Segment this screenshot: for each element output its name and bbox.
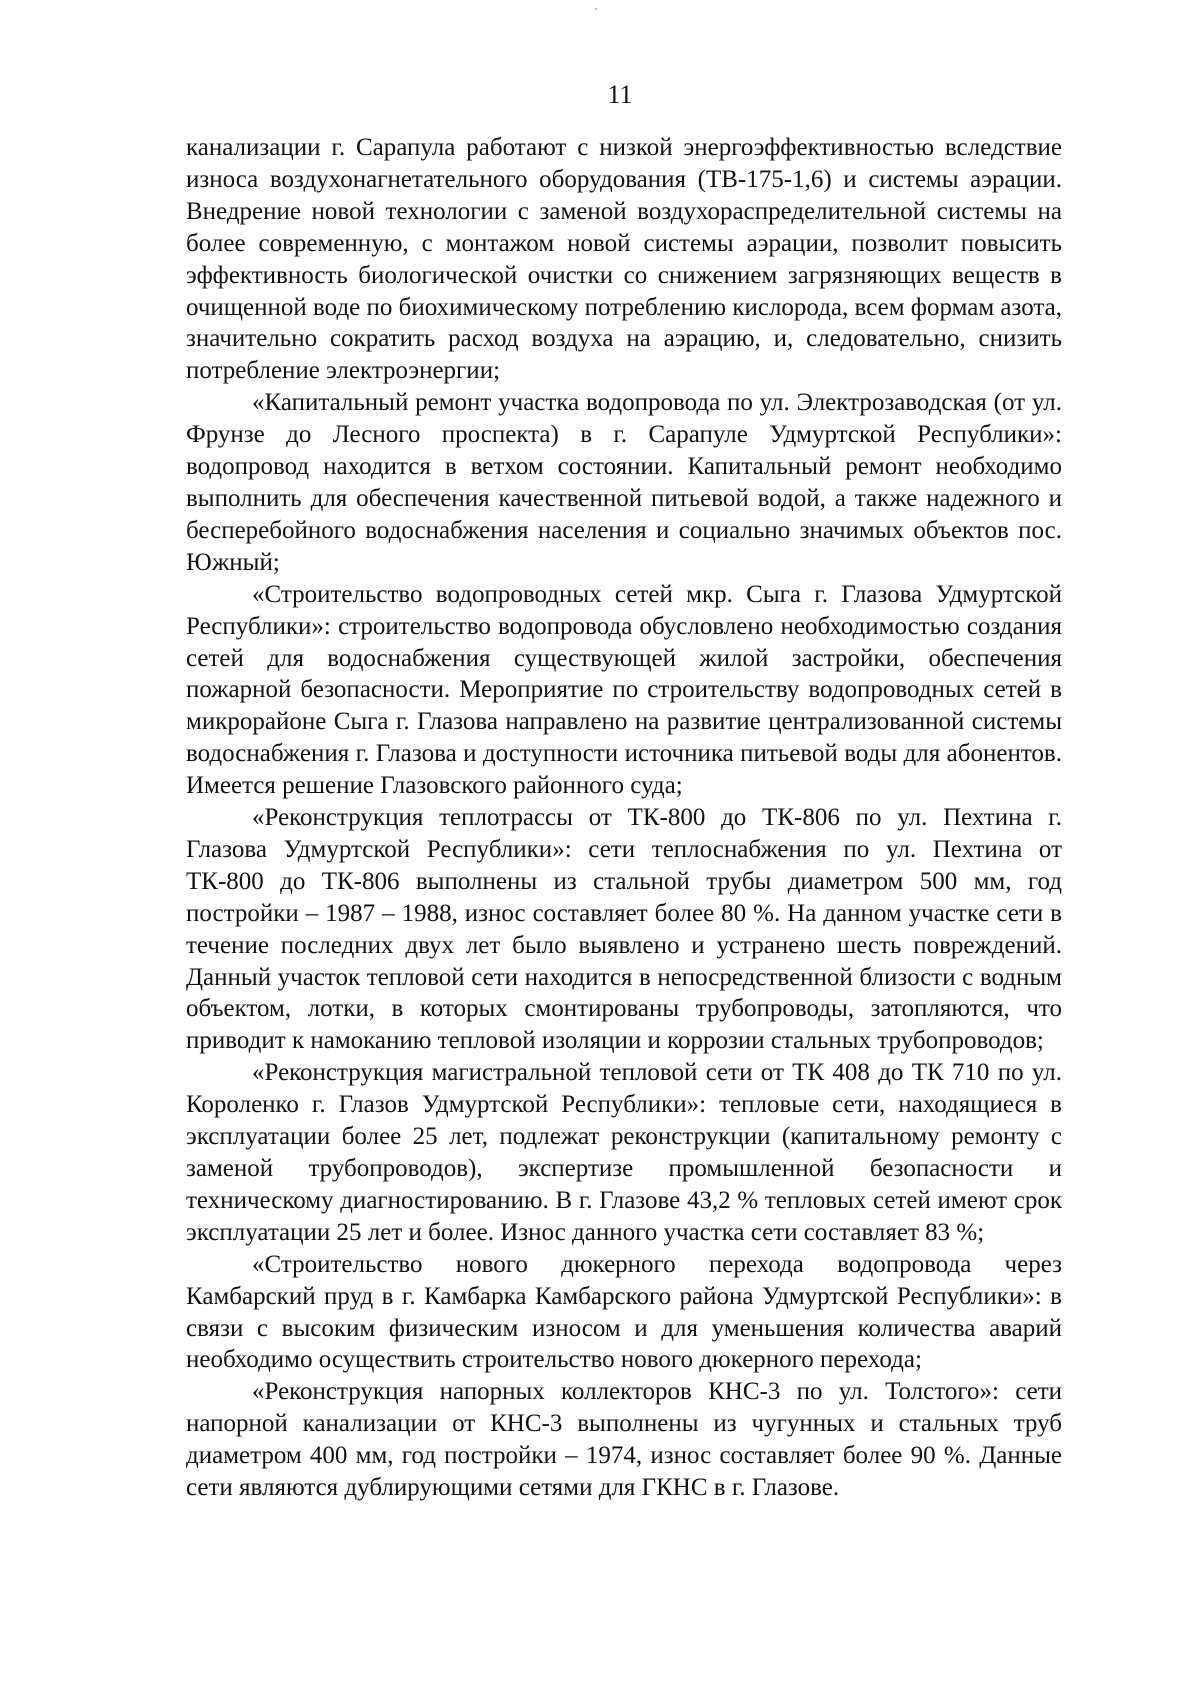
paragraph-syga-water: «Строительство водопроводных сетей мкр. Сыга г. Глазова Удмуртской Республики»: строительство водопровода обусловлено необходимостью создания сетей для водоснабжения существующей жилой застройки, обеспечения пожарной безопасности. Мероприятие по строительству водопроводных сетей в микрорайоне Сыга г. Глазова направлено на развитие централизованной системы водоснабжения г. Глазова и доступности источника питьевой воды для абонентов. Имеется решение Глазовского районного суда; [186,580,1062,800]
scan-artifact [595,8,597,10]
paragraph-pekhtina-heating: «Реконструкция теплотрассы от ТК-800 до ТК-806 по ул. Пехтина г. Глазова Удмуртской Республики»: сети теплоснабжения по ул. Пехтина от ТК-800 до ТК-806 выполнены из стальной трубы диаметром 500 мм, год постройки – 1987 – 1988, износ составляет более 80 %. На данном участке сети в течение последних двух лет было выявлено и устранено шесть повреждений. Данный участок тепловой сети находится в непосредственной близости с водным объектом, лотки, в которых смонтированы трубопроводы, затопляются, что приводит к намоканию тепловой изоляции и коррозии стальных трубопроводов; [186,804,1062,1055]
paragraph-kambarka-duker: «Строительство нового дюкерного перехода водопровода через Камбарский пруд в г. Камбарка Камбарского района Удмуртской Республики»: в связи с высоким физическим износом и для уменьшения количества аварий необходимо осуществить строительство нового дюкерного перехода; [186,1250,1062,1374]
document-body [186,132,1062,1504]
page-number: 11 [607,80,633,109]
paragraph-continuation: канализации г. Сарапула работают с низкой энергоэффективностью вследствие износа воздухонагнетательного оборудования (ТВ-175-1,6) и системы аэрации. Внедрение новой технологии с заменой воздухораспределительной системы на более современную, с монтажом новой системы аэрации, позволит повысить эффективность биологической очистки со снижением загрязняющих веществ в очищенной воде по биохимическому потреблению кислорода, всем формам азота, значительно сократить расход воздуха на аэрацию, и, следовательно, снизить потребление электроэнергии; [186,134,1062,385]
paragraph-electrozavodskaya: «Капитальный ремонт участка водопровода по ул. Электрозаводская (от ул. Фрунзе до Лесного проспекта) в г. Сарапуле Удмуртской Республики»: водопровод находится в ветхом состоянии. Капитальный ремонт необходимо выполнить для обеспечения качественной питьевой водой, а также надежного и бесперебойного водоснабжения населения и социально значимых объектов пос. Южный; [186,389,1062,576]
paragraph-kns3-collectors: «Реконструкция напорных коллекторов КНС-3 по ул. Толстого»: сети напорной канализации от КНС-3 выполнены из чугунных и стальных труб диаметром 400 мм, год постройки – 1974, износ составляет более 90 %. Данные сети являются дублирующими сетями для ГКНС в г. Глазове. [186,1378,1062,1502]
paragraph-korolenko-heating: «Реконструкция магистральной тепловой сети от ТК 408 до ТК 710 по ул. Короленко г. Глазов Удмуртской Республики»: тепловые сети, находящиеся в эксплуатации более 25 лет, подлежат реконструкции (капитальному ремонту с заменой трубопроводов), экспертизе промышленной безопасности и техническому диагностированию. В г. Глазове 43,2 % тепловых сетей имеют срок эксплуатации 25 лет и более. Износ данного участка сети составляет 83 %; [186,1059,1062,1246]
